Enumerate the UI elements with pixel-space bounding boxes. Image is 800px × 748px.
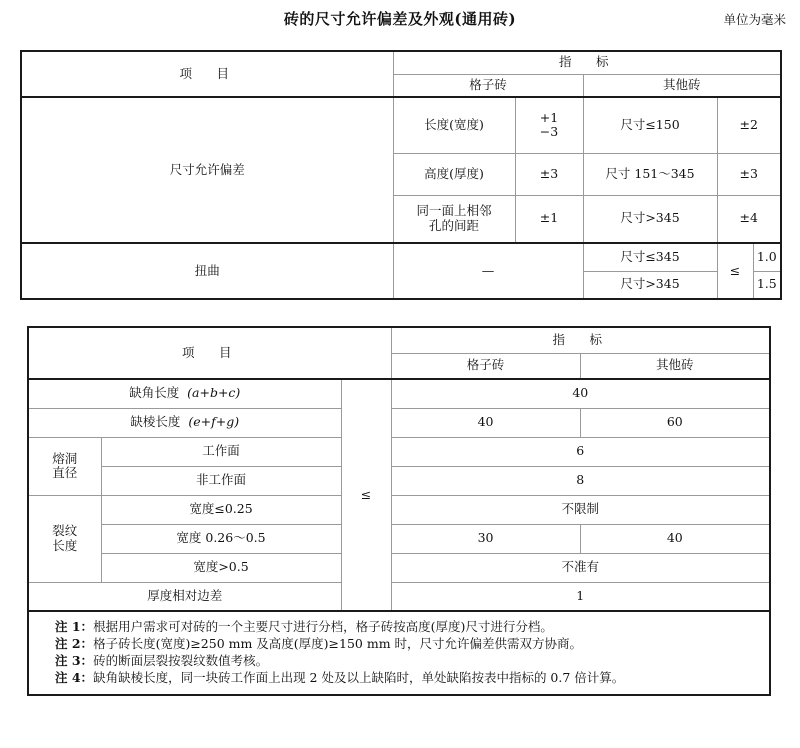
table2-header-row-1	[28, 327, 770, 353]
note-item: 注 2：格子砖长度(宽度)≥250 mm 及高度(厚度)≥150 mm 时，尺寸允许偏差供需双方协商。	[55, 635, 583, 651]
header-indicator: 指 标	[393, 51, 781, 74]
appearance-table	[27, 326, 771, 696]
cell-twist-other-item-1: 尺寸≤345	[583, 243, 717, 271]
table1-header-row-1	[21, 51, 781, 74]
table2-row-crack-width-b	[28, 524, 770, 553]
cell-sublabel-working-surface: 工作面	[101, 437, 341, 466]
cell-value-crack-width-c: 不准有	[391, 553, 770, 582]
row-group-dimension-deviation: 尺寸允许偏差	[21, 97, 393, 243]
cell-other-item-hole-spacing: 尺寸>345	[583, 195, 717, 243]
cell-lattice-value-hole-spacing: ±1	[515, 195, 583, 243]
table2-row-corner-defect	[28, 379, 770, 408]
table2-row-edge-defect	[28, 408, 770, 437]
header-other-brick: 其他砖	[580, 353, 770, 379]
header-item: 项 目	[28, 327, 391, 379]
cell-le-symbol-column: ≤	[341, 379, 391, 611]
cell-lattice-item-length: 长度(宽度)	[393, 97, 515, 153]
cell-lattice-value-crack-width-b: 30	[391, 524, 580, 553]
row-group-crack-length: 裂纹 长度	[28, 495, 101, 582]
row-group-melt-hole-diameter: 熔洞 直径	[28, 437, 101, 495]
cell-other-value-edge-defect: 60	[580, 408, 770, 437]
header-other-brick: 其他砖	[583, 74, 781, 97]
cell-label-corner-defect: 缺角长度 (a+b+c)	[28, 379, 341, 408]
cell-lattice-value-edge-defect: 40	[391, 408, 580, 437]
cell-value-nonworking-surface: 8	[391, 466, 770, 495]
table2-row-crack-width-a	[28, 495, 770, 524]
cell-lattice-item-height: 高度(厚度)	[393, 153, 515, 195]
header-lattice-brick: 格子砖	[391, 353, 580, 379]
note-item: 注 4：缺角缺棱长度，同一块砖工作面上出现 2 处及以上缺陷时，单处缺陷按表中指标的 0.7 倍计算。	[55, 669, 625, 685]
table2-notes-row	[28, 611, 770, 695]
cell-lattice-value-length: +1 −3	[515, 97, 583, 153]
cell-value-corner-defect: 40	[391, 379, 770, 408]
cell-other-value-hole-spacing: ±4	[717, 195, 781, 243]
row-group-twist: 扭曲	[21, 243, 393, 299]
header-indicator: 指 标	[391, 327, 770, 353]
cell-twist-other-value-2: 1.5	[753, 271, 781, 299]
cell-value-thickness-edge-diff: 1	[391, 582, 770, 611]
table2-row-melt-hole-nonworking	[28, 466, 770, 495]
table2-row-crack-width-c	[28, 553, 770, 582]
cell-other-item-length: 尺寸≤150	[583, 97, 717, 153]
cell-other-value-length: ±2	[717, 97, 781, 153]
cell-other-value-crack-width-b: 40	[580, 524, 770, 553]
cell-value-crack-width-a: 不限制	[391, 495, 770, 524]
cell-twist-le-symbol: ≤	[717, 243, 753, 299]
cell-twist-other-value-1: 1.0	[753, 243, 781, 271]
cell-other-item-height: 尺寸 151～345	[583, 153, 717, 195]
header-item: 项 目	[21, 51, 393, 97]
cell-sublabel-nonworking-surface: 非工作面	[101, 466, 341, 495]
note-item: 注 3：砖的断面层裂按裂纹数值考核。	[55, 652, 269, 668]
page-title: 砖的尺寸允许偏差及外观(通用砖)	[283, 10, 517, 28]
unit-note: 单位为毫米	[723, 12, 786, 27]
cell-label-thickness-edge-diff: 厚度相对边差	[28, 582, 341, 611]
cell-lattice-item-hole-spacing: 同一面上相邻 孔的间距	[393, 195, 515, 243]
table1-row-length	[21, 97, 781, 153]
notes-block	[28, 611, 770, 695]
cell-label-edge-defect: 缺棱长度 (e+f+g)	[28, 408, 341, 437]
cell-value-working-surface: 6	[391, 437, 770, 466]
cell-sublabel-crack-width-b: 宽度 0.26～0.5	[101, 524, 341, 553]
title-row	[0, 8, 800, 38]
note-item: 注 1：根据用户需求可对砖的一个主要尺寸进行分档，格子砖按高度(厚度)尺寸进行分档。	[55, 619, 553, 634]
header-lattice-brick: 格子砖	[393, 74, 583, 97]
cell-sublabel-crack-width-c: 宽度>0.5	[101, 553, 341, 582]
cell-other-value-height: ±3	[717, 153, 781, 195]
table2-row-melt-hole-working	[28, 437, 770, 466]
cell-twist-other-item-2: 尺寸>345	[583, 271, 717, 299]
table2-row-thickness-edge-diff	[28, 582, 770, 611]
cell-sublabel-crack-width-a: 宽度≤0.25	[101, 495, 341, 524]
cell-lattice-value-height: ±3	[515, 153, 583, 195]
dimension-deviation-table	[20, 50, 782, 300]
table1-row-twist-a	[21, 243, 781, 271]
cell-twist-lattice-value: —	[393, 243, 583, 299]
